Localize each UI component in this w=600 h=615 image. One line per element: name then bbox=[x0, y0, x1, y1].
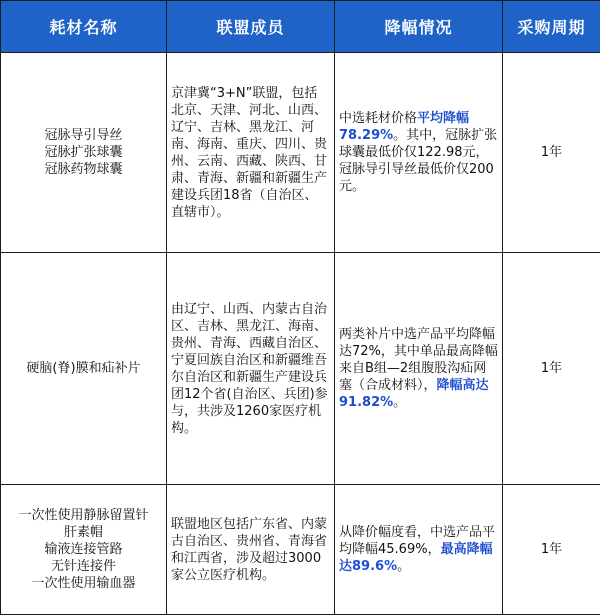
reduction-text: 两类补片中选产品平均降幅达72%，其中单品最高降幅来自B组—2组腹股沟疝网塞（合成材料）， bbox=[339, 327, 498, 393]
price-reduction-cell bbox=[335, 485, 503, 615]
procurement-cycle-cell: 1年 bbox=[503, 253, 600, 485]
consumable-name: 输液连接管路 bbox=[5, 541, 162, 558]
consumable-name: 冠脉扩张球囊 bbox=[5, 144, 162, 161]
procurement-cycle-cell: 1年 bbox=[503, 53, 600, 253]
header-row bbox=[1, 1, 600, 53]
price-reduction-cell bbox=[335, 53, 503, 253]
reduction-text: 。 bbox=[397, 559, 410, 574]
consumable-name: 硬脑(脊)膜和疝补片 bbox=[5, 360, 162, 377]
price-reduction-cell bbox=[335, 253, 503, 485]
consumable-name-cell bbox=[1, 253, 167, 485]
reduction-text: 中选耗材价格 bbox=[339, 111, 417, 126]
header-price-reduction: 降幅情况 bbox=[335, 1, 503, 53]
reduction-highlight: 降幅高达91.82% bbox=[339, 378, 489, 410]
header-alliance-members: 联盟成员 bbox=[167, 1, 335, 53]
consumable-name: 一次性使用静脉留置针 bbox=[5, 507, 162, 524]
header-procurement-cycle: 采购周期 bbox=[503, 1, 600, 53]
consumable-name: 冠脉导引导丝 bbox=[5, 127, 162, 144]
consumable-name: 一次性使用输血器 bbox=[5, 575, 162, 592]
consumable-name: 无针连接件 bbox=[5, 558, 162, 575]
reduction-text: 。其中，冠脉扩张球囊最低价仅122.98元，冠脉导引导丝最低价仅200元。 bbox=[339, 128, 497, 194]
alliance-members-cell: 由辽宁、山西、内蒙古自治区、吉林、黑龙江、海南、贵州、青海、西藏自治区、宁夏回族自治区和新疆维吾尔自治区和新疆生产建设兵团12个省(自治区、兵团)参与，共涉及1260家医疗机构。 bbox=[167, 253, 335, 485]
consumable-name: 冠脉药物球囊 bbox=[5, 161, 162, 178]
consumable-name-cell bbox=[1, 53, 167, 253]
table-row bbox=[1, 53, 600, 253]
reduction-text: 从降价幅度看，中选产品平均降幅45.69%， bbox=[339, 525, 495, 557]
reduction-text: 。 bbox=[393, 395, 406, 410]
table-row bbox=[1, 485, 600, 615]
alliance-members-cell: 京津冀“3+N”联盟，包括北京、天津、河北、山西、辽宁、吉林、黑龙江、河南、海南、重庆、四川、贵州、云南、西藏、陕西、甘肃、青海、新疆和新疆生产建设兵团18省（自治区、直辖市）。 bbox=[167, 53, 335, 253]
alliance-members-cell: 联盟地区包括广东省、内蒙古自治区、贵州省、青海省和江西省，涉及超过3000家公立医疗机构。 bbox=[167, 485, 335, 615]
header-consumable-name: 耗材名称 bbox=[1, 1, 167, 53]
procurement-cycle-cell: 1年 bbox=[503, 485, 600, 615]
reduction-highlight: 平均降幅78.29% bbox=[339, 111, 469, 143]
consumable-name: 肝素帽 bbox=[5, 524, 162, 541]
table-row bbox=[1, 253, 600, 485]
reduction-highlight: 最高降幅达89.6% bbox=[339, 542, 493, 574]
consumable-name-cell bbox=[1, 485, 167, 615]
